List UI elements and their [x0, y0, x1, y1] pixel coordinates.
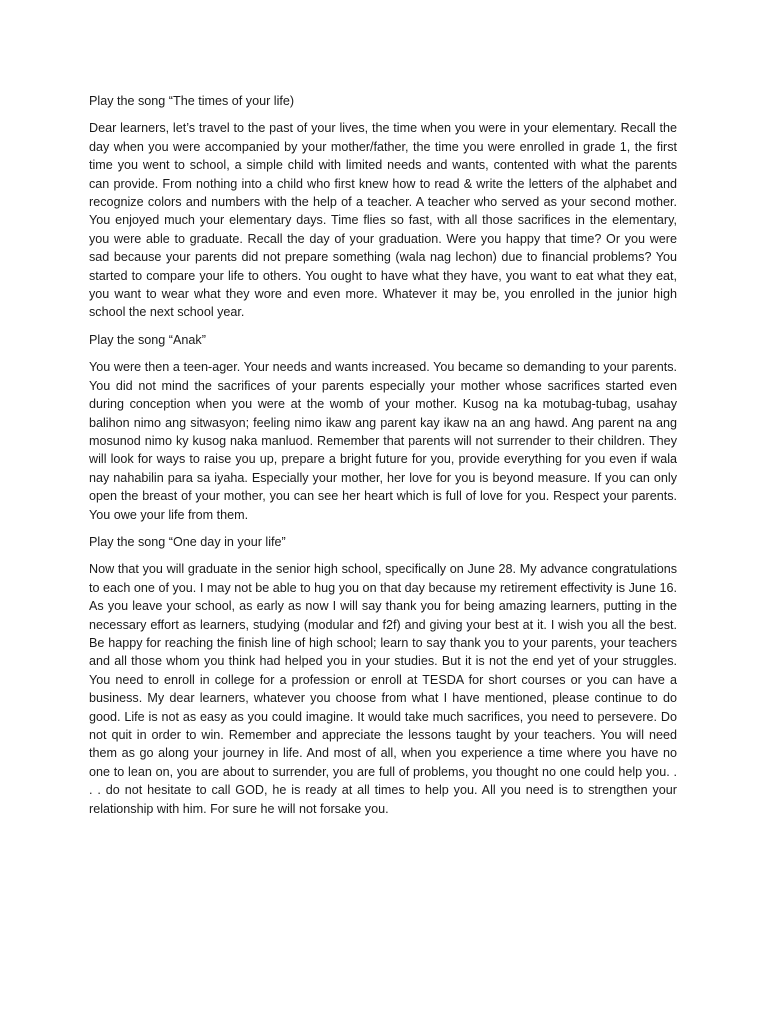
section-heading-anak: Play the song “Anak” [89, 332, 206, 347]
document-page [89, 92, 677, 827]
paragraph-graduation: Now that you will graduate in the senior high school, specifically on June 28. My advance congratulations to each one of you. I may not be able to hug you on that day because my retirement effectivity is June 16. As you leave your school, as early as now I will say thank you for being amazing learners, putting in the necessary effort as learners, studying (modular and f2f) and giving your best at it. I wish you all the best. Be happy for reaching the finish line of high school; learn to say thank you to your parents, your teachers and all those whom you think had helped you in your studies. But it is not the end yet of your struggles. You need to enroll in college for a profession or enroll at TESDA for short courses or you can have a business. My dear learners, whatever you choose from what I have mentioned, please continue to do good. Life is not as easy as you could imagine. It would take much sacrifices, you need to persevere. Do not quit in order to win. Remember and appreciate the lessons taught by your teachers. You will need them as go along your journey in life. And most of all, when you experience a time where you have no one to lean on, you are about to surrender, you are full of problems, you thought no one could help you. . . . do not hesitate to call GOD, he is ready at all times to help you. All you need is to strengthen your relationship with him. For sure he will not forsake you. [89, 562, 677, 816]
paragraph-teenager: You were then a teen-ager. Your needs and wants increased. You became so demanding to your parents. You did not mind the sacrifices of your parents especially your mother whose sacrifices started even during conception when you were at the womb of your mother. Kusog na ka motubag-tubag, usahay balihon nimo ang sitwasyon; feeling nimo ikaw ang parent kay ikaw na an ang hawd. Ang parent na ang mosunod nimo ky kusog naka manluod. Remember that parents will not surrender to their children. They will look for ways to raise you up, prepare a bright future for you, provide everything for you even if wala nay nahabilin para sa iyaha. Especially your mother, her love for you is beyond measure. If you can only open the breast of your mother, you can see her heart which is full of love for you. Respect your parents. You owe your life from them. [89, 360, 677, 522]
section-heading-one-day-in-your-life: Play the song “One day in your life” [89, 534, 286, 549]
paragraph-elementary: Dear learners, let’s travel to the past of your lives, the time when you were in your elementary. Recall the day when you were accompanied by your mother/father, the time you were enrolled in grade 1, the first time you went to school, a simple child with limited needs and wants, contented with what the parents can provide. From nothing into a child who first knew how to read & write the letters of the alphabet and recognize colors and numbers with the help of a teacher. A teacher who served as your second mother. You enjoyed much your elementary days. Time flies so fast, with all those sacrifices in the elementary, you were able to graduate. Recall the day of your graduation. Were you happy that time? Or you were sad because your parents did not prepare something (wala nag lechon) due to financial problems? You started to compare your life to others. You ought to have what they have, you want to eat what they eat, you want to wear what they wore and even more. Whatever it may be, you enrolled in the junior high school the next school year. [89, 121, 677, 320]
section-heading-times-of-your-life: Play the song “The times of your life) [89, 94, 295, 108]
